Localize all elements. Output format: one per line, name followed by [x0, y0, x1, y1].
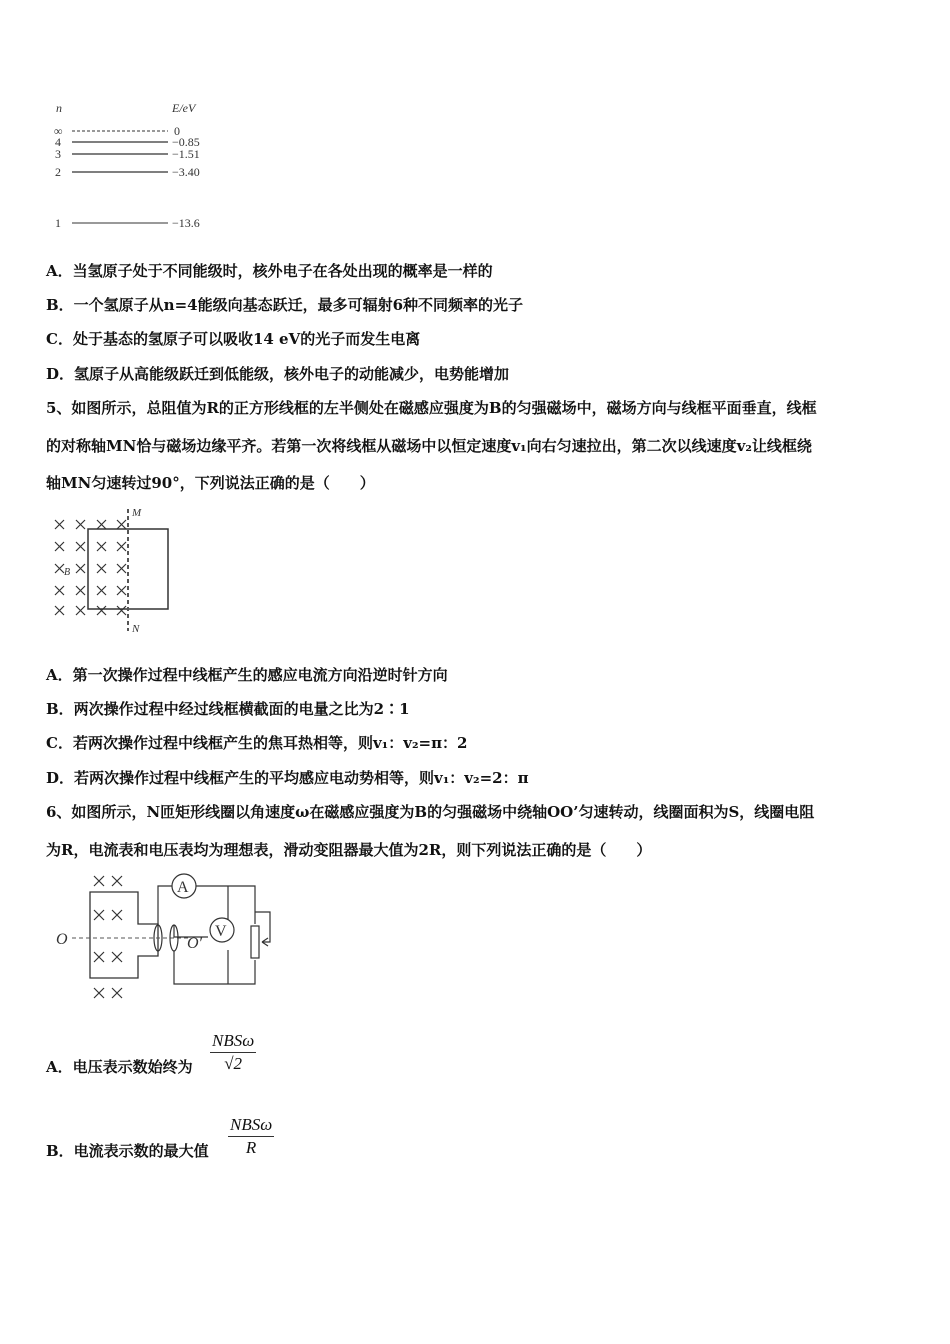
circuit-wires: [158, 886, 255, 984]
level-n-2: 2: [55, 165, 61, 179]
ammeter-label: A: [177, 879, 189, 896]
q4-option-a: A．当氢原子处于不同能级时，核外电子在各处出现的概率是一样的: [46, 262, 493, 280]
level-n-inf: ∞: [54, 124, 63, 138]
q6-option-b-numerator: NBSω: [228, 1114, 274, 1137]
q4-option-d: D．氢原子从高能级跃迁到低能级，核外电子的动能减少，电势能增加: [46, 365, 510, 383]
q5-option-b: B．两次操作过程中经过线框横截面的电量之比为2∶1: [46, 700, 410, 718]
field-crosses: [94, 876, 122, 998]
level-n-3: 3: [55, 147, 61, 161]
label-o: O: [56, 931, 68, 948]
level-e-2: −3.40: [172, 165, 200, 179]
label-n: N: [132, 623, 140, 635]
q6-option-b-fraction: [228, 1114, 274, 1159]
label-m: M: [132, 507, 142, 519]
energy-level-diagram: [48, 96, 238, 236]
q5-option-d: D．若两次操作过程中线框产生的平均感应电动势相等，则v₁：v₂=2：π: [46, 769, 529, 787]
q5-stem-line-1: 5、如图所示，总阻值为R的正方形线框的左半侧处在磁感应强度为B的匀强磁场中，磁场方向与线框平面垂直，线框: [46, 399, 817, 417]
level-e-4: −0.85: [172, 135, 200, 149]
n-axis-label: n: [56, 101, 62, 115]
q6-option-a-fraction: [210, 1030, 256, 1075]
level-e-3: −1.51: [172, 147, 200, 161]
q6-stem-line-1: 6、如图所示，N匝矩形线圈以角速度ω在磁感应强度为B的匀强磁场中绕轴OO’匀速转动，线圈面积为S，线圈电阻: [46, 803, 815, 821]
q5-option-c: C．若两次操作过程中线框产生的焦耳热相等，则v₁：v₂=π：2: [46, 734, 468, 752]
q6-stem-line-2: 为R，电流表和电压表均为理想表，滑动变阻器最大值为2R，则下列说法正确的是（ ）: [46, 841, 652, 859]
voltmeter-label: V: [215, 923, 227, 940]
energy-axis-label: E/eV: [172, 101, 196, 115]
level-e-1: −13.6: [172, 216, 200, 230]
q4-option-b: B．一个氢原子从n=4能级向基态跃迁，最多可辐射6种不同频率的光子: [46, 296, 524, 314]
level-e-inf: 0: [174, 124, 180, 138]
rheostat: [251, 926, 259, 958]
level-n-1: 1: [55, 216, 61, 230]
q5-stem-line-2: 的对称轴MN恰与磁场边缘平齐。若第一次将线框从磁场中以恒定速度v₁向右匀速拉出，第二次以线速度v₂让线框绕: [46, 437, 812, 455]
rectangular-coil: [90, 892, 158, 978]
q6-generator-circuit: [50, 868, 290, 1008]
label-o-prime: O′: [187, 935, 203, 952]
q6-option-a-denominator: √2: [224, 1054, 243, 1073]
q6-option-b-denominator: R: [245, 1138, 257, 1157]
q5-loop-figure: [50, 505, 180, 635]
label-b: B: [64, 567, 71, 578]
q5-option-a: A．第一次操作过程中线框产生的感应电流方向沿逆时针方向: [46, 666, 448, 684]
q6-option-b: B．电流表示数的最大值: [46, 1142, 209, 1160]
q5-stem-line-3: 轴MN匀速转过90°，下列说法正确的是（ ）: [46, 474, 375, 492]
q6-option-a-numerator: NBSω: [210, 1030, 256, 1053]
level-n-4: 4: [55, 135, 61, 149]
q6-option-a: A．电压表示数始终为: [46, 1058, 193, 1076]
q4-option-c: C．处于基态的氢原子可以吸收14 eV的光子而发生电离: [46, 330, 421, 348]
